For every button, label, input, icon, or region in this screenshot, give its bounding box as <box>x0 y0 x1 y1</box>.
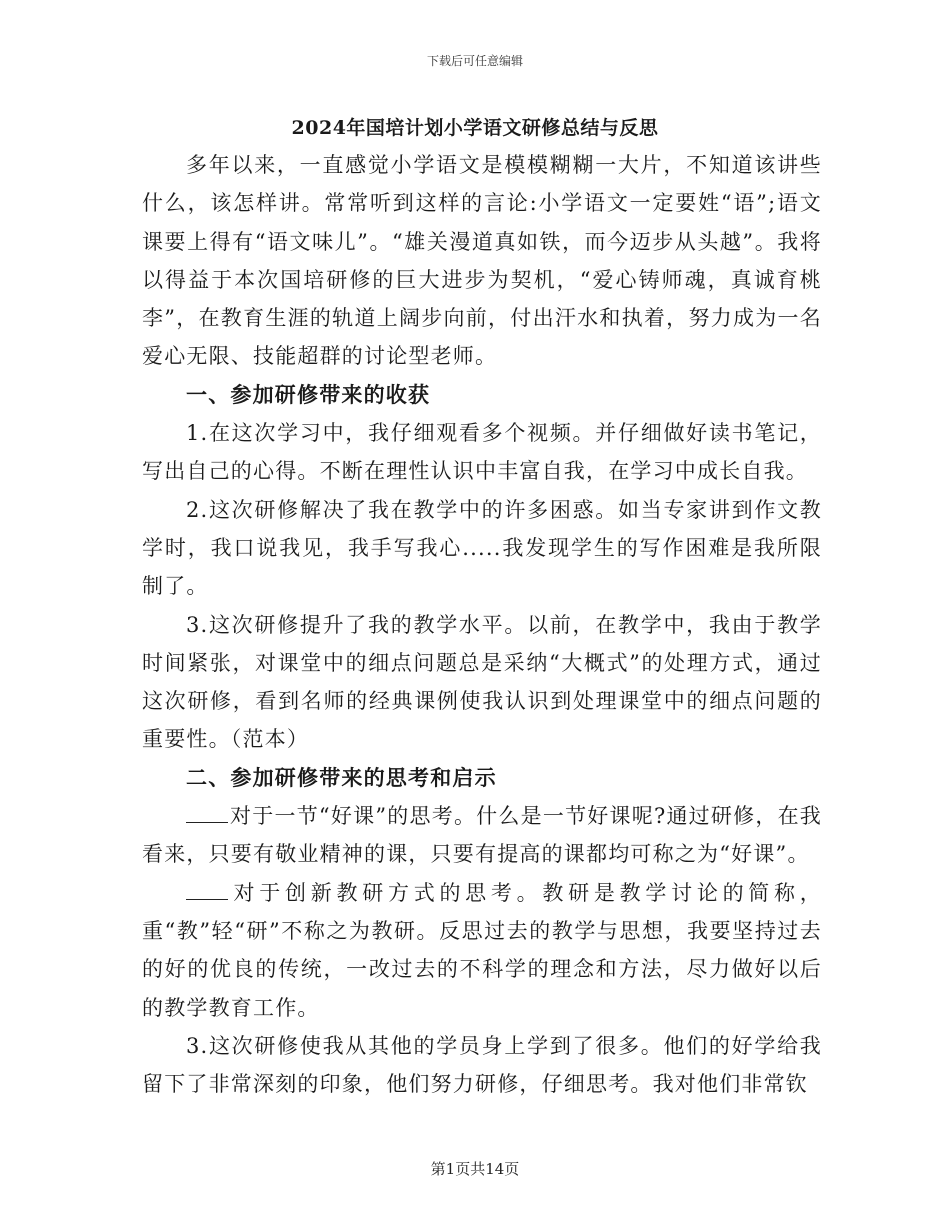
document-title: 2024年国培计划小学语文研修总结与反思 <box>291 117 659 139</box>
document-body <box>142 146 822 1103</box>
reflection-item-3: 3.这次研修使我从其他的学员身上学到了很多。他们的好学给我留下了非常深刻的印象，他们努力研修，仔细思考。我对他们非常钦 <box>142 1033 822 1097</box>
list-item-2: 2.这次研修解决了我在教学中的许多困惑。如当专家讲到作文教学时，我口说我见，我手写我心.....我发现学生的写作困难是我所限制了。 <box>142 497 822 599</box>
reflection-item-1 <box>142 797 822 874</box>
section-heading-2: 二、参加研修带来的思考和启示 <box>186 764 497 790</box>
reflection-item-2-text: 对于创新教研方式的思考。教研是教学讨论的简称，重“教”轻“研”不称之为教研。反思过去的教学与思想，我要坚持过去的好的优良的传统，一改过去的不科学的理念和方法，尽力做好以后的教学教育工作。 <box>142 880 822 1020</box>
header-note: 下载后可任意编辑 <box>426 54 523 68</box>
section-heading-1: 一、参加研修带来的收获 <box>186 381 431 407</box>
reflection-item-1-text: 对于一节“好课”的思考。什么是一节好课呢?通过研修，在我看来，只要有敬业精神的课，只要有提高的课都均可称之为“好课”。 <box>142 804 822 867</box>
list-item-1: 1.在这次学习中，我仔细观看多个视频。并仔细做好读书笔记，写出自己的心得。不断在理性认识中丰富自我，在学习中成长自我。 <box>142 421 822 484</box>
reflection-item-2 <box>142 874 822 1027</box>
blank-line <box>186 898 228 900</box>
blank-line <box>186 821 228 823</box>
intro-paragraph: 多年以来，一直感觉小学语文是模模糊糊一大片，不知道该讲些什么，该怎样讲。常常听到这样的言论:小学语文一定要姓“语”;语文课要上得有“语文味儿”。“雄关漫道真如铁，而今迈步从头越”。我将以得益于本次国培研修的巨大进步为契机，“爱心铸师魂，真诚育桃李”，在教育生涯的轨道上阔步向前，付出汗水和执着，努力成为一名爱心无限、技能超群的讨论型老师。 <box>142 153 822 369</box>
list-item-3: 3.这次研修提升了我的教学水平。以前，在教学中，我由于教学时间紧张，对课堂中的细点问题总是采纳“大概式”的处理方式，通过这次研修，看到名师的经典课例使我认识到处理课堂中的细点问题的重要性。（范本） <box>142 612 822 752</box>
page-footer: 第1页共14页 <box>430 1160 520 1178</box>
